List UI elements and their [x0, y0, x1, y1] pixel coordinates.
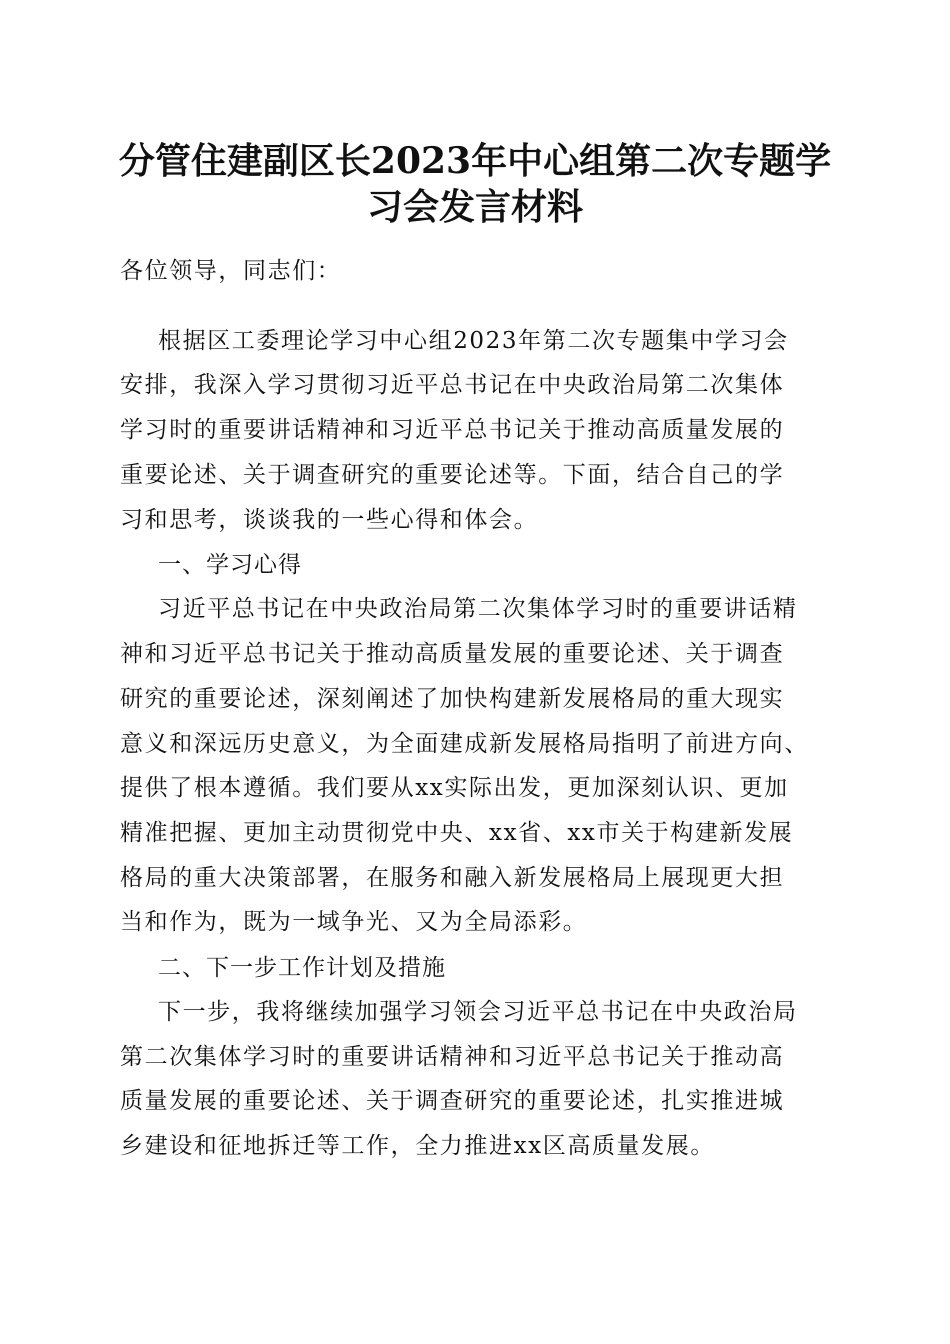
paragraph-2-line: 提供了根本遵循。我们要从xx实际出发，更加深刻认识、更加 — [120, 775, 789, 801]
paragraph-3-line: 乡建设和征地拆迁等工作，全力推进xx区高质量发展。 — [120, 1133, 715, 1159]
section-heading-2: 二、下一步工作计划及措施 — [158, 955, 446, 981]
paragraph-3-line: 第二次集体学习时的重要讲话精神和习近平总书记关于推动高 — [120, 1044, 785, 1070]
paragraph-2-line: 习近平总书记在中央政治局第二次集体学习时的重要讲话精 — [158, 596, 798, 622]
paragraph-1-line: 习和思考，谈谈我的一些心得和体会。 — [120, 507, 539, 533]
document-title-line-2: 习会发言材料 — [366, 186, 583, 228]
paragraph-1-line: 根据区工委理论学习中心组2023年第二次专题集中学习会 — [158, 328, 789, 354]
paragraph-3-line: 下一步，我将继续加强学习领会习近平总书记在中央政治局 — [158, 999, 798, 1025]
paragraph-2-line: 研究的重要论述，深刻阐述了加快构建新发展格局的重大现实 — [120, 686, 785, 712]
paragraph-1-line: 安排，我深入学习贯彻习近平总书记在中央政治局第二次集体 — [120, 372, 785, 398]
paragraph-2-line: 精准把握、更加主动贯彻党中央、xx省、xx市关于构建新发展 — [120, 820, 794, 846]
document-title-line-1: 分管住建副区长2023年中心组第二次专题学 — [118, 140, 832, 182]
paragraph-2-line: 当和作为，既为一域争光、又为全局添彩。 — [120, 909, 588, 935]
paragraph-2-line: 格局的重大决策部署，在服务和融入新发展格局上展现更大担 — [120, 865, 785, 891]
paragraph-3-line: 质量发展的重要论述、关于调查研究的重要论述，扎实推进城 — [120, 1088, 785, 1114]
paragraph-1-line: 学习时的重要讲话精神和习近平总书记关于推动高质量发展的 — [120, 417, 785, 443]
paragraph-2-line: 神和习近平总书记关于推动高质量发展的重要论述、关于调查 — [120, 641, 785, 667]
salutation: 各位领导，同志们： — [120, 258, 342, 284]
paragraph-1-line: 重要论述、关于调查研究的重要论述等。下面，结合自己的学 — [120, 462, 785, 488]
section-heading-1: 一、学习心得 — [158, 552, 302, 578]
paragraph-2-line: 意义和深远历史意义，为全面建成新发展格局指明了前进方向、 — [120, 731, 809, 757]
